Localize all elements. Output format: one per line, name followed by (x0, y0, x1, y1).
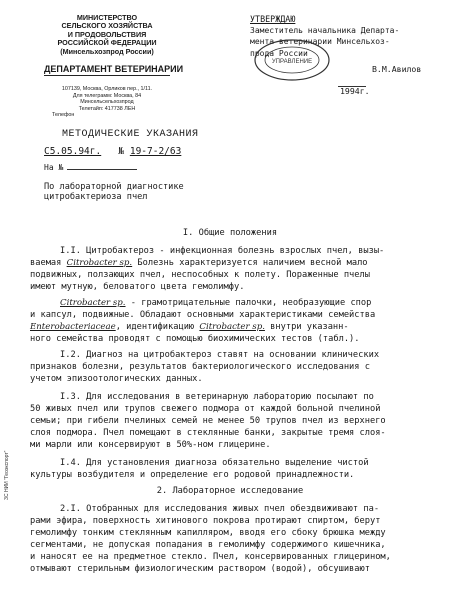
paragraph-line: I.4. Для установления диагноза обязательно выделение чистой (60, 458, 369, 468)
paragraph-line: I.I. Цитробактероз - инфекционная болезнь взрослых пчел, вызы- (60, 246, 385, 256)
paragraph-line (60, 298, 371, 310)
paragraph-line: ми марли или консервируют в 50%-ном глицерине. (30, 440, 271, 450)
ministry-line: И ПРОДОВОЛЬСТВИЯ (67, 29, 147, 39)
paragraph-line: сегментами, не допуская попадания в гемолимфу содержимого кишечника, (30, 540, 386, 550)
text-run: ваемая (30, 258, 62, 268)
paragraph-line: имеют мутную, беловатого цвета гемолимфу. (30, 282, 245, 292)
official-stamp (252, 38, 332, 82)
ministry-line: МИНИСТЕРСТВО (76, 13, 138, 22)
section-1-title: I. Общие положения (182, 228, 278, 238)
ministry-header (52, 14, 162, 56)
paragraph-line: семьи; при гибели пчелиных семей не менее 50 трупов пчел из верхнего (30, 416, 386, 426)
paragraph-line: I.3. Для исследования в ветеринарную лабораторию посылают по (60, 392, 374, 402)
address-line: 107139, Москва, Орликов пер., 1/11. (61, 86, 153, 92)
paragraph-line: I.2. Диагноз на цитробактероз ставят на основании клинических (60, 350, 380, 360)
paragraph-line: отмывают стерильным физиологическим раствором (водой), обсушивают (30, 564, 370, 574)
paragraph-line: 2.I. Отобранных для исследования живых пчел обездвиживают па- (60, 504, 380, 514)
section-2-title: 2. Лабораторное исследование (156, 486, 304, 496)
paragraph-line: учетом эпизоотологических данных. (30, 374, 203, 384)
department-title: ДЕПАРТАМЕНТ ВЕТЕРИНАРИИ (44, 64, 184, 74)
number-label: № (118, 146, 125, 157)
ministry-line: РОССИЙСКОЙ ФЕДЕРАЦИИ (57, 38, 157, 48)
address-line: Для телеграмм: Москва, 84 (72, 92, 142, 99)
reference-label: На № (44, 163, 64, 172)
text-run: Болезнь характеризуется наличием весной мало (137, 258, 368, 268)
subject-line: По лабораторной диагностике (44, 182, 184, 192)
handwritten-term: Citrobacter sp. (60, 298, 126, 308)
handwritten-term: Citrobacter sp. (66, 258, 133, 268)
address-line: Минсельсельхозпрод (80, 99, 134, 106)
reference-line (44, 163, 137, 172)
paragraph-line: ного семейства проводят с помощью биохимических тестов (табл.). (30, 334, 360, 344)
paragraph-line: и капсул, подвижные. Обладают основными характеристиками семейства (30, 310, 376, 320)
approval-line: прода России (250, 48, 308, 58)
handwritten-term: Enterobacteriaceae (30, 322, 116, 332)
paragraph-line: 50 живых пчел или трупов свежего подмора от каждой больной пчелиной (30, 404, 381, 414)
paragraph-line: слоя подмора. Пчел помещают в стеклянные банки, закрытые тремя слоя- (30, 428, 386, 438)
reference-blank (67, 169, 137, 170)
side-note: ЗС НИИ "Геоэкспорт" (4, 450, 10, 500)
address-block (52, 86, 162, 119)
approval-year: 1994г. (340, 86, 370, 96)
document-date: С5.05.94г. (44, 146, 102, 157)
handwritten-term: Citrobacter sp. (199, 322, 265, 332)
text-run: внутри указанн- (270, 322, 349, 332)
date-number-line (44, 146, 181, 157)
document-type: МЕТОДИЧЕСКИЕ УКАЗАНИЯ (62, 129, 199, 140)
paragraph-line: признаков болезни, результатов бактериологического исследования с (30, 362, 370, 372)
paragraph-line: культуры возбудителя и определение его родовой принадлежности. (30, 470, 355, 480)
paragraph-line (30, 322, 349, 334)
ministry-line: (Минсельхозпрод России) (60, 46, 154, 56)
document-number: 19-7-2/63 (129, 146, 182, 157)
text-run: - грамотрицательные палочки, необразующие спор (130, 298, 372, 308)
subject-line: цитробактериоза пчел (44, 192, 148, 202)
approval-heading: УТВЕРЖДАЮ (250, 14, 296, 24)
paragraph-line: подвижных, ползающих пчел, неспособных к полету. Пораженные пчелы (30, 270, 370, 280)
text-run: , идентификацию (115, 322, 195, 332)
address-line: Телетайп: 417738 ЛЕН (78, 105, 136, 112)
address-line: Телефон (52, 112, 75, 119)
stamp-text: УПРАВЛЕНИЕ (271, 59, 313, 65)
ministry-line: СЕЛЬСКОГО ХОЗЯЙСТВА (61, 21, 153, 31)
paragraph-line: и наносят ее на предметное стекло. Пчел, консервированных глицерином, (30, 552, 391, 562)
approval-line: Заместитель начальника Департа- (250, 26, 400, 36)
subject-block (44, 182, 184, 202)
paragraph-line (30, 258, 368, 270)
paragraph-line: гемолимфу тонким стеклянным капилляром, вводя его сбоку брюшка между (30, 528, 386, 538)
signer-name: В.М.Авилов (372, 64, 422, 74)
paragraph-line: рами эфира, поверхность хитинового покрова протирают спиртом, берут (30, 516, 381, 526)
approval-line: мента ветеринарии Минсельхоз- (250, 37, 390, 47)
